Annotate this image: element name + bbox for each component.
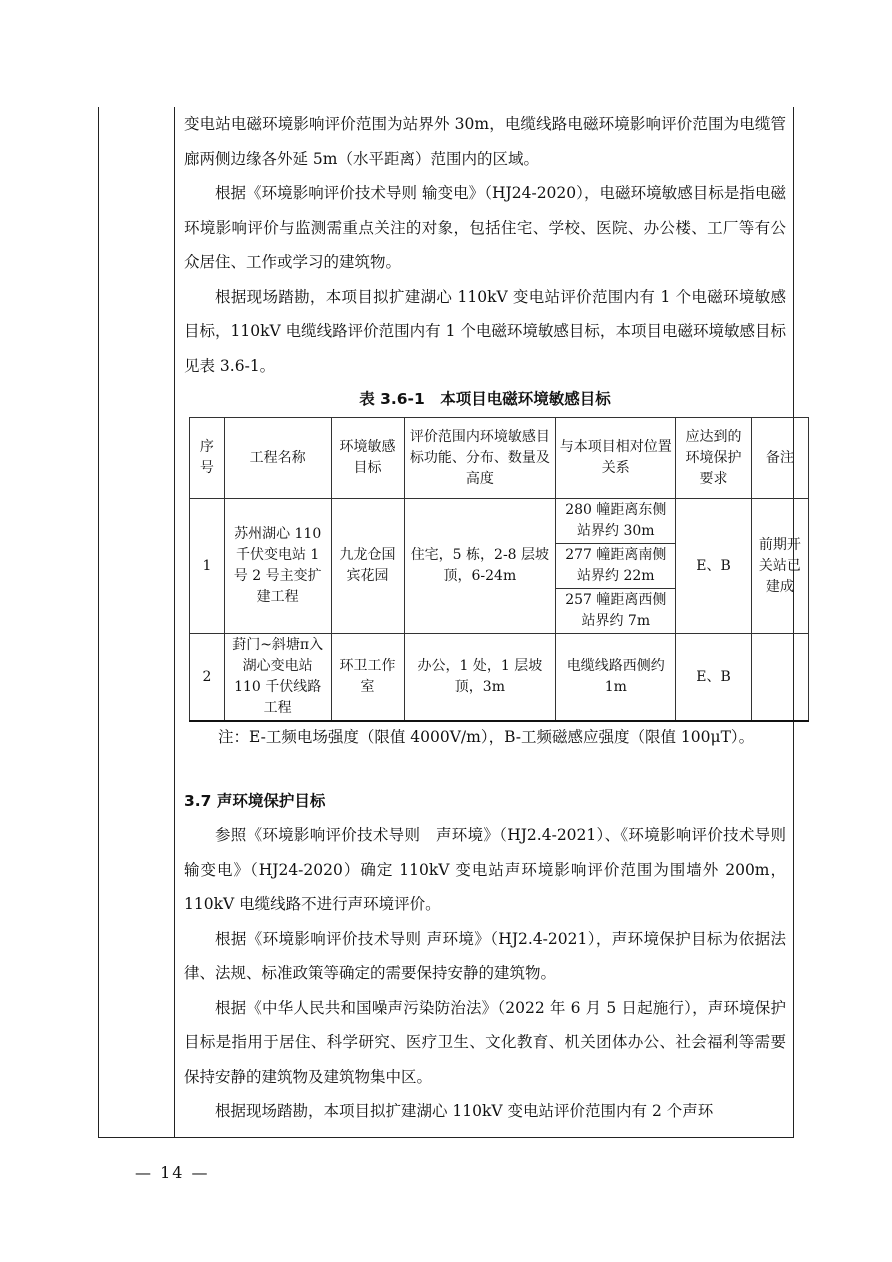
page-number: — 14 — [135,1163,210,1182]
cell-function: 办公，1 处，1 层坡顶，3m [404,634,556,722]
sensitive-targets-table [189,417,809,722]
header-target: 环境敏感目标 [331,418,404,499]
content-column [176,107,802,1137]
paragraph-noise-law: 根据《中华人民共和国噪声污染防治法》（2022 年 6 月 5 日起施行），声环境保护目标是指用于居住、科学研究、医疗卫生、文化教育、机关团体办公、社会福利等需要保持安静的建筑物及建筑物集中区。 [184,998,786,1086]
header-function: 评价范围内环境敏感目标功能、分布、数量及高度 [404,418,556,499]
table-row [190,499,809,544]
paragraph-site-survey: 根据现场踏勘，本项目拟扩建湖心 110kV 变电站评价范围内有 1 个电磁环境敏感目标，110kV 电缆线路评价范围内有 1 个电磁环境敏感目标，本项目电磁环境敏感目标见表 3.6-1。 [184,287,786,375]
header-project: 工程名称 [224,418,331,499]
cell-requirement: E、B [676,499,751,634]
header-remark: 备注 [751,418,808,499]
cell-position: 280 幢距离东侧站界约 30m [556,499,676,544]
paragraph-noise-range: 参照《环境影响评价技术导则 声环境》（HJ2.4-2021）、《环境影响评价技术导则 输变电》（HJ24-2020）确定 110kV 变电站声环境影响评价范围为围墙外 200m，110kV 电缆线路不进行声环境评价。 [184,826,802,913]
cell-position: 257 幢距离西侧站界约 7m [556,589,676,634]
cell-remark: 前期开关站已建成 [751,499,808,634]
table-header-row [190,418,809,499]
table-note: 注：E-工频电场强度（限值 4000V/m），B-工频磁感应强度（限值 100μT）。 [218,728,755,746]
cell-function: 住宅，5 栋，2-8 层坡顶，6-24m [404,499,556,634]
table-title: 表 3.6-1 本项目电磁环境敏感目标 [359,390,611,408]
cell-remark [751,634,808,722]
cell-project: 苏州湖心 110 千伏变电站 1 号 2 号主变扩建工程 [224,499,331,634]
cell-target: 九龙仓国宾花园 [331,499,404,634]
cell-position: 电缆线路西侧约 1m [556,634,676,722]
cell-no: 2 [190,634,225,722]
cell-position: 277 幢距离南侧站界约 22m [556,544,676,589]
left-label-column [99,107,175,1137]
paragraph-noise-definition: 根据《环境影响评价技术导则 声环境》（HJ2.4-2021），声环境保护目标为依据法律、法规、标准政策等确定的需要保持安静的建筑物。 [184,929,786,982]
paragraph-evaluation-range: 变电站电磁环境影响评价范围为站界外 30m，电缆线路电磁环境影响评价范围为电缆管廊两侧边缘各外延 5m（水平距离）范围内的区域。 [184,115,786,168]
header-requirement: 应达到的环境保护要求 [676,418,751,499]
header-no: 序号 [190,418,225,499]
cell-requirement: E、B [676,634,751,722]
table-row [190,634,809,722]
document-frame [98,107,802,1138]
header-position: 与本项目相对位置关系 [556,418,676,499]
cell-project: 葑门~斜塘π入湖心变电站 110 千伏线路工程 [224,634,331,722]
section-heading: 3.7 声环境保护目标 [184,792,326,810]
paragraph-sensitive-definition: 根据《环境影响评价技术导则 输变电》（HJ24-2020），电磁环境敏感目标是指电磁环境影响评价与监测需重点关注的对象，包括住宅、学校、医院、办公楼、工厂等有公众居住、工作或学习的建筑物。 [184,184,786,271]
cell-target: 环卫工作室 [331,634,404,722]
paragraph-noise-survey: 根据现场踏勘，本项目拟扩建湖心 110kV 变电站评价范围内有 2 个声环 [215,1102,714,1120]
cell-no: 1 [190,499,225,634]
